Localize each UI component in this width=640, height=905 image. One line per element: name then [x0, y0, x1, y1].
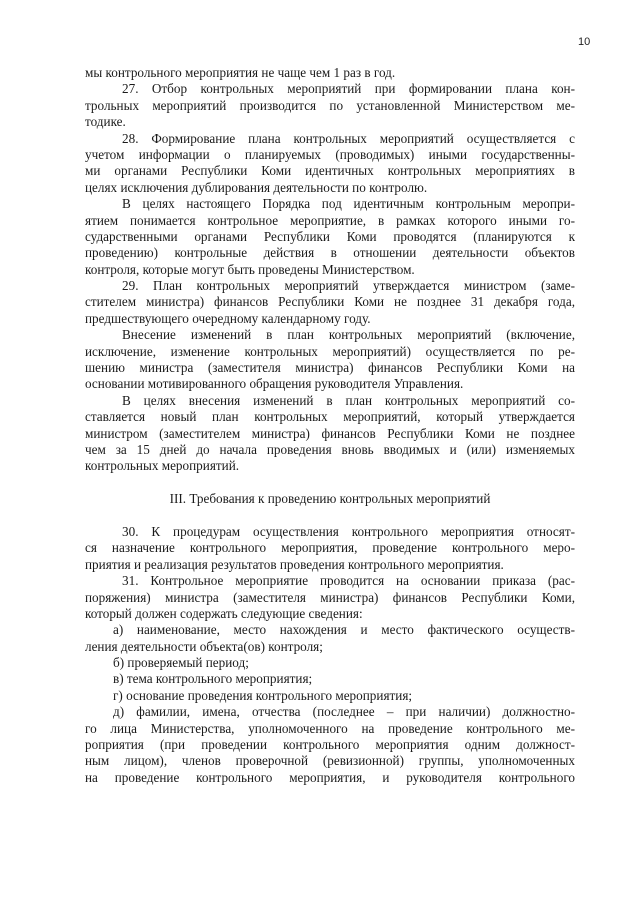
section-heading: III. Требования к проведению контрольных мероприятий: [169, 491, 491, 507]
text-line: мы контрольного мероприятия не чаще чем 1 раз в год.: [85, 65, 396, 80]
document-body: [85, 65, 575, 786]
text-line: проведению) контрольные действия в отношении деятельности объектов: [85, 245, 575, 261]
text-line: сударственными органами Республики Коми проводятся (планируются к: [85, 228, 575, 244]
text-line: поряжения) министра (заместителя министра) финансов Республики Коми,: [85, 589, 575, 605]
text-line: контроля, которые могут быть проведены Министерством.: [85, 261, 415, 277]
text-line: ставляется новый план контрольных мероприятий, который утверждается: [85, 409, 575, 425]
text-line: В целях внесения изменений в план контрольных мероприятий со-: [122, 392, 575, 408]
text-line: ми органами Республики Коми идентичных контрольных мероприятиях в: [85, 163, 575, 179]
text-line: 28. Формирование плана контрольных мероприятий осуществляется с: [122, 130, 575, 146]
text-line: целях исключения дублирования деятельности по контролю.: [85, 179, 428, 195]
text-line: приятия и реализация результатов проведения контрольного мероприятия.: [85, 556, 504, 572]
list-item: д) фамилии, имена, отчества (последнее – при наличии) должностно-: [113, 704, 575, 720]
text-line: 27. Отбор контрольных мероприятий при формировании плана кон-: [122, 81, 575, 97]
page-number: 10: [578, 36, 591, 48]
text-line: 31. Контрольное мероприятие проводится на основании приказа (рас-: [122, 573, 575, 589]
text-line: учетом информации о планируемых (проводимых) иными государственны-: [85, 146, 575, 162]
text-line: который должен содержать следующие сведения:: [85, 605, 363, 621]
text-line: чем за 15 дней до начала проведения вновь вводимых и (или) изменяемых: [85, 441, 575, 457]
text-line: контрольных мероприятий.: [85, 458, 240, 474]
text-line: тодике.: [85, 114, 126, 130]
text-line: стителем министра) финансов Республики Коми не позднее 31 декабря года,: [85, 294, 575, 310]
text-line: трольных мероприятий производится по установленной Министерством ме-: [85, 97, 575, 113]
text-line: В целях настоящего Порядка под идентичным контрольным меропри-: [122, 196, 575, 212]
text-line: предшествующего очередному календарному году.: [85, 310, 371, 326]
list-item: г) основание проведения контрольного мероприятия;: [113, 687, 413, 703]
text-line: ся назначение контрольного мероприятия, проведение контрольного меро-: [85, 540, 575, 556]
text-line: исключение, изменение контрольных мероприятий) осуществляется по ре-: [85, 343, 575, 359]
text-line: шению министра (заместителя министра) финансов Республики Коми на: [85, 360, 575, 376]
text-line: ления деятельности объекта(ов) контроля;: [85, 638, 323, 654]
text-line: 30. К процедурам осуществления контрольного мероприятия относят-: [122, 523, 575, 539]
text-line: ным лицом), членов проверочной (ревизионной) группы, уполномоченных: [85, 753, 575, 769]
text-line: Внесение изменений в план контрольных мероприятий (включение,: [122, 327, 575, 343]
text-line: основании мотивированного обращения руководителя Управления.: [85, 376, 464, 392]
text-line: министром (заместителем министра) финансов Республики Коми не позднее: [85, 425, 575, 441]
text-line: на проведение контрольного мероприятия, и руководителя контрольного: [85, 769, 575, 785]
text-line: роприятия (при проведении контрольного мероприятия одним должност-: [85, 737, 575, 753]
text-line: 29. План контрольных мероприятий утверждается министром (заме-: [122, 278, 575, 294]
text-line: ятием понимается контрольное мероприятие, в рамках которого иными го-: [85, 212, 575, 228]
list-item: б) проверяемый период;: [113, 655, 249, 671]
text-line: го лица Министерства, уполномоченного на проведение контрольного ме-: [85, 720, 575, 736]
list-item: а) наименование, место нахождения и место фактического осуществ-: [113, 622, 575, 638]
list-item: в) тема контрольного мероприятия;: [113, 671, 313, 687]
